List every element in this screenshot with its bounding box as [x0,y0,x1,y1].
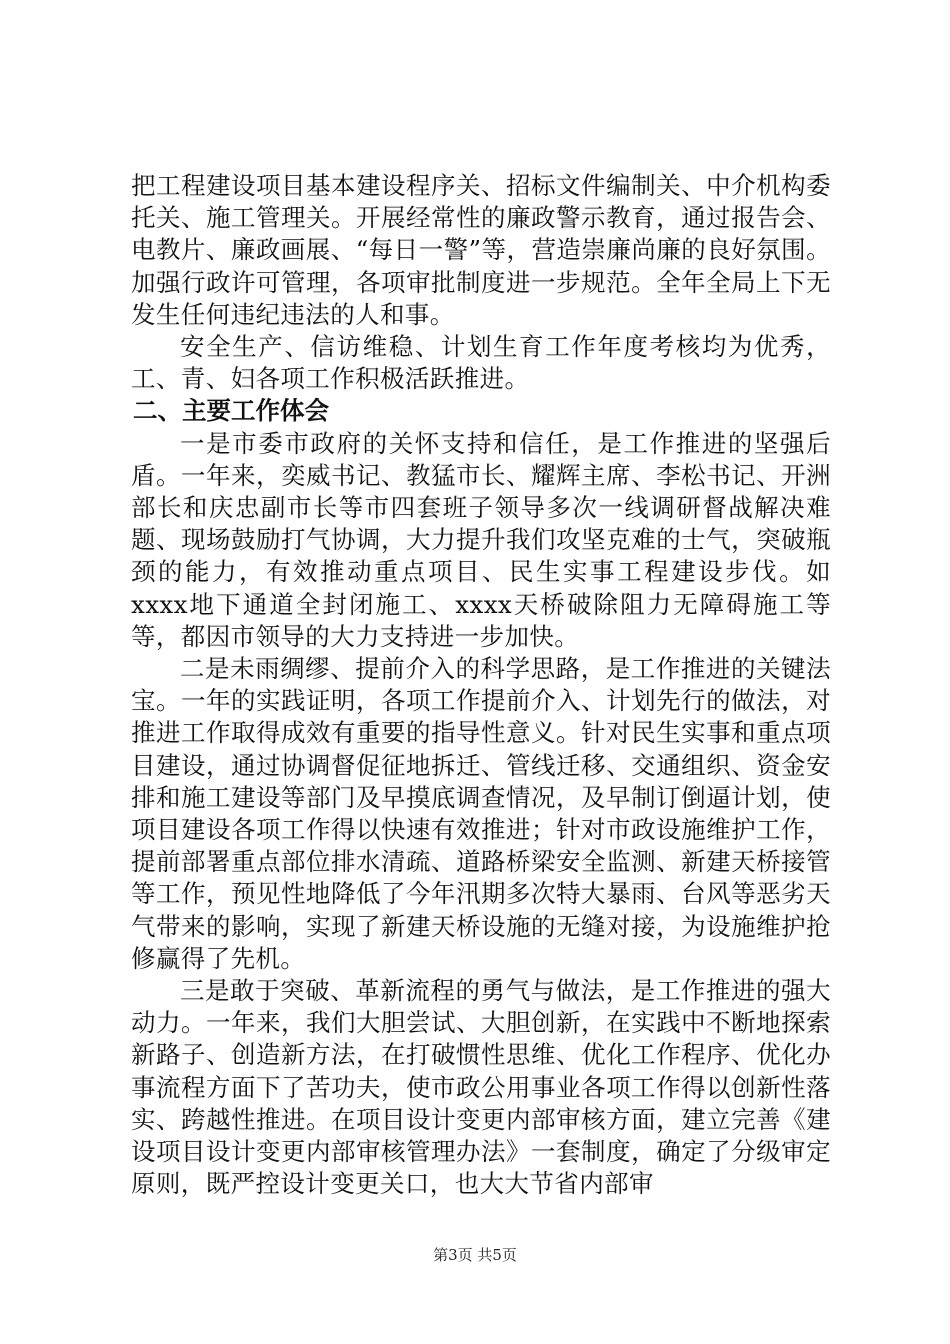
paragraph-safety: 安全生产、信访维稳、计划生育工作年度考核均为优秀，工、青、妇各项工作积极活跃推进。 [131,332,831,394]
paragraph-integrity: 把工程建设项目基本建设程序关、招标文件编制关、中介机构委托关、施工管理关。开展经常性的廉政警示教育，通过报告会、电教片、廉政画展、“每日一警”等，营造崇廉尚廉的良好氛围。加强行政许可管理，各项审批制度进一步规范。全年全局上下无发生任何违纪违法的人和事。 [131,171,831,329]
paragraph-experience-one: 一是市委市政府的关怀支持和信任，是工作推进的坚强后盾。一年来，奕威书记、教猛市长、耀辉主席、李松书记、开洲部长和庆忠副市长等市四套班子领导多次一线调研督战解决难题、现场鼓励打气协调，大力提升我们攻坚克难的士气，突破瓶颈的能力，有效推动重点项目、民生实事工程建设步伐。如xxxx地下通道全封闭施工、xxxx天桥破除阻力无障碍施工等等，都因市领导的大力支持进一步加快。 [131,428,831,651]
document-body [131,170,831,1201]
paragraph-experience-two: 二是未雨绸缪、提前介入的科学思路，是工作推进的关键法宝。一年的实践证明，各项工作提前介入、计划先行的做法，对推进工作取得成效有重要的指导性意义。针对民生实事和重点项目建设，通过协调督促征地拆迁、管线迁移、交通组织、资金安排和施工建设等部门及早摸底调查情况，及早制订倒逼计划，使项目建设各项工作得以快速有效推进；针对市政设施维护工作，提前部署重点部位排水清疏、道路桥梁安全监测、新建天桥接管等工作，预见性地降低了今年汛期多次特大暴雨、台风等恶劣天气带来的影响，实现了新建天桥设施的无缝对接，为设施维护抢修赢得了先机。 [131,654,831,973]
section-heading: 二、主要工作体会 [133,396,329,426]
page-number-footer: 第3页 共5页 [433,1246,517,1264]
paragraph-experience-three: 三是敢于突破、革新流程的勇气与做法，是工作推进的强大动力。一年来，我们大胆尝试、大胆创新，在实践中不断地探索新路子、创造新方法，在打破惯性思维、优化工作程序、优化办事流程方面下了苦功夫，使市政公用事业各项工作得以创新性落实、跨越性推进。在项目设计变更内部审核方面，建立完善《建设项目设计变更内部审核管理办法》一套制度，确定了分级审定原则，既严控设计变更关口，也大大节省内部审 [131,976,831,1199]
